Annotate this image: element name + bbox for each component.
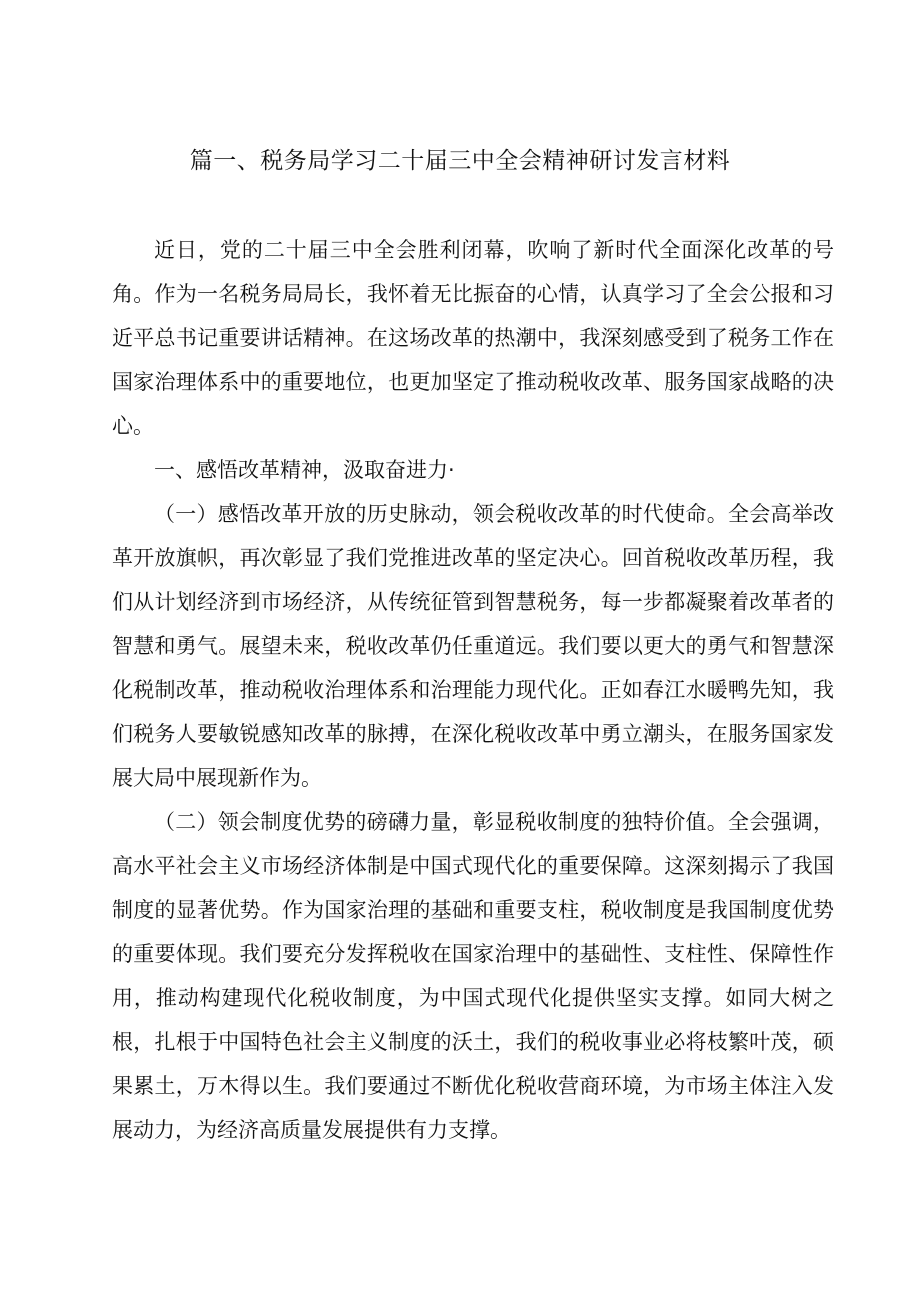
intro-paragraph: 近日，党的二十届三中全会胜利闭幕，吹响了新时代全面深化改革的号角。作为一名税务局局长，我怀着无比振奋的心情，认真学习了全会公报和习近平总书记重要讲话精神。在这场改革的热潮中，我深刻感受到了税务工作在国家治理体系中的重要地位，也更加坚定了推动税收改革、服务国家战略的决心。 [112, 238, 834, 438]
document-body [112, 228, 834, 1152]
section-paragraph-1: （一）感悟改革开放的历史脉动，领会税收改革的时代使命。全会高举改革开放旗帜，再次彰显了我们党推进改革的坚定决心。回首税收改革历程，我们从计划经济到市场经济，从传统征管到智慧税务，每一步都凝聚着改革者的智慧和勇气。展望未来，税收改革仍任重道远。我们要以更大的勇气和智慧深化税制改革，推动税收治理体系和治理能力现代化。正如春江水暖鸭先知，我们税务人要敏锐感知改革的脉搏，在深化税收改革中勇立潮头，在服务国家发展大局中展现新作为。 [112, 502, 834, 790]
document-title: 篇一、税务局学习二十届三中全会精神研讨发言材料 [189, 148, 731, 174]
section-paragraph-2: （二）领会制度优势的磅礴力量，彰显税收制度的独特价值。全会强调，高水平社会主义市场经济体制是中国式现代化的重要保障。这深刻揭示了我国制度的显著优势。作为国家治理的基础和重要支柱，税收制度是我国制度优势的重要体现。我们要充分发挥税收在国家治理中的基础性、支柱性、保障性作用，推动构建现代化税收制度，为中国式现代化提供坚实支撑。如同大树之根，扎根于中国特色社会主义制度的沃土，我们的税收事业必将枝繁叶茂，硕果累土，万木得以生。我们要通过不断优化税收营商环境，为市场主体注入发展动力，为经济高质量发展提供有力支撑。 [112, 810, 834, 1142]
section-heading: 一、感悟改革精神，汲取奋进力· [154, 458, 455, 482]
